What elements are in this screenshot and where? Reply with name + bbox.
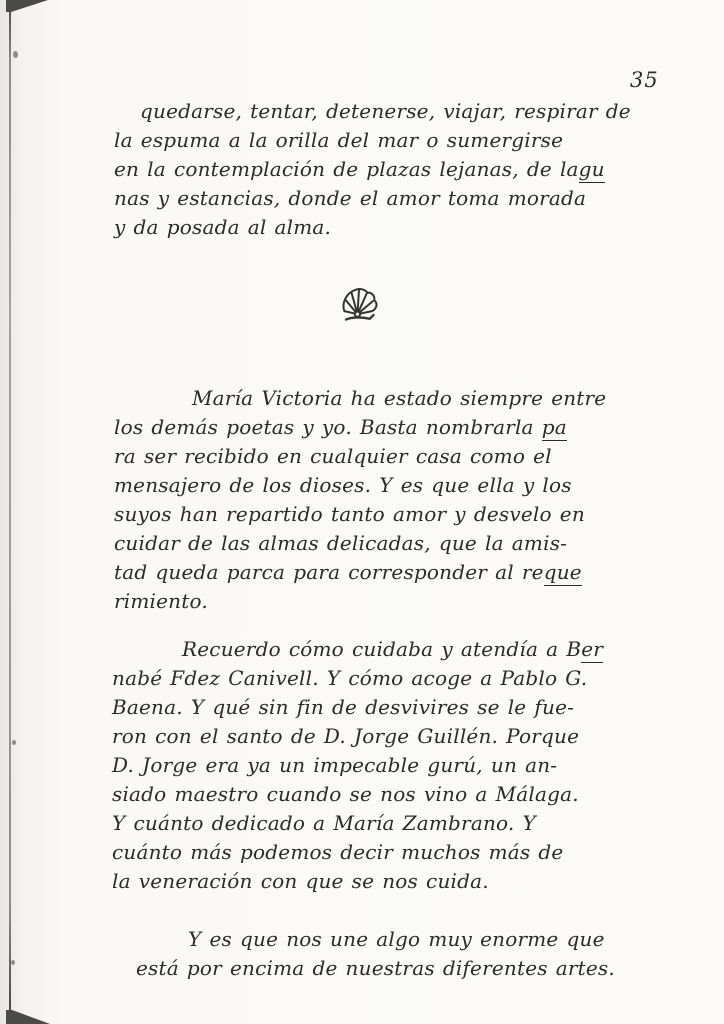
underlined-syllable: que: [543, 560, 582, 584]
handwritten-line: la espuma a la orilla del mar o sumergirse: [114, 128, 564, 152]
handwritten-line: tad queda parca para corresponder al reque: [114, 560, 582, 584]
handwritten-line: siado maestro cuando se nos vino a Málaga.: [112, 782, 579, 806]
handwritten-line: está por encima de nuestras diferentes artes.: [136, 956, 615, 980]
handwritten-line: ra ser recibido en cualquier casa como el: [114, 444, 552, 468]
page-number: 35: [630, 68, 659, 92]
underlined-syllable: pa: [541, 415, 567, 439]
handwritten-line: mensajero de los dioses. Y es que ella y los: [114, 473, 572, 497]
handwritten-line: cuánto más podemos decir muchos más de: [112, 840, 564, 864]
handwritten-line: y da posada al alma.: [114, 215, 332, 239]
handwritten-line: Y es que nos une algo muy enorme que: [188, 927, 605, 951]
handwritten-line: suyos han repartido tanto amor y desvelo en: [114, 502, 585, 526]
handwritten-line: quedarse, tentar, detenerse, viajar, respirar de: [140, 99, 631, 123]
handwritten-line: Y cuánto dedicado a María Zambrano. Y: [112, 811, 536, 835]
handwritten-line: D. Jorge era ya un impecable gurú, un an-: [112, 753, 558, 777]
underlined-syllable: gu: [578, 157, 605, 181]
handwritten-line: Recuerdo cómo cuidaba y atendía a Ber: [182, 637, 604, 661]
handwritten-line: ron con el santo de D. Jorge Guillén. Porque: [112, 724, 580, 748]
paragraph: [136, 925, 722, 983]
handwritten-line: cuidar de las almas delicadas, que la amis-: [114, 531, 568, 555]
handwritten-line: nas y estancias, donde el amor toma morada: [114, 186, 587, 210]
handwritten-line: rimiento.: [114, 589, 208, 613]
handwritten-line: María Victoria ha estado siempre entre: [192, 386, 607, 410]
handwritten-line: en la contemplación de plazas lejanas, de lagu: [114, 157, 605, 181]
paragraph: [112, 635, 698, 896]
handwritten-line: Baena. Y qué sin fin de desvivires se le fue-: [112, 695, 575, 719]
paragraph: [114, 97, 700, 242]
underlined-syllable: er: [581, 637, 604, 661]
paragraph: [114, 384, 700, 616]
handwritten-line: la veneración con que se nos cuida.: [112, 869, 489, 893]
scallop-shell-icon: [336, 284, 382, 326]
handwritten-line: nabé Fdez Canivell. Y cómo acoge a Pablo G.: [112, 666, 588, 690]
handwritten-line: los demás poetas y yo. Basta nombrarla pa: [114, 415, 567, 439]
